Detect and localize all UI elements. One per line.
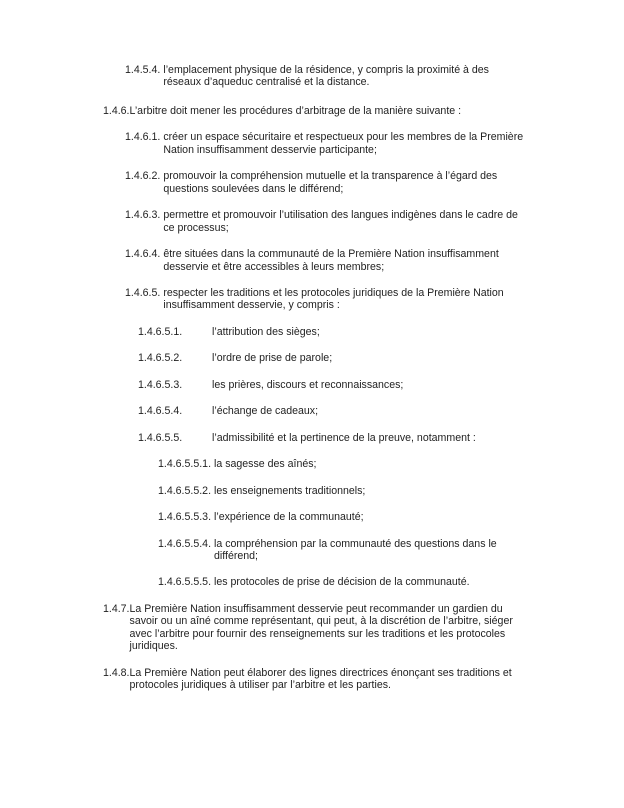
clause-text: les prières, discours et reconnaissances; xyxy=(212,378,404,391)
clause-number: 1.4.6.5.5.3. xyxy=(158,511,212,524)
clause-text: la sagesse des aînés; xyxy=(214,458,317,471)
clause-number: 1.4.6.5.5.4. xyxy=(158,537,212,550)
clause-number: 1.4.6.5.2. xyxy=(138,352,183,365)
clause-item xyxy=(158,576,514,588)
clause-number: 1.4.6.5.4. xyxy=(138,405,183,418)
clause-number: 1.4.6.1. xyxy=(125,131,161,144)
clause-item xyxy=(125,131,524,156)
clause-item xyxy=(125,64,524,89)
clause-text: La Première Nation insuffisamment desservie peut recommander un gardien du savoir ou un aîné comme représentant, qui peut, à la discrétion de l’arbitre, siéger avec l’arbitre pour fournir des renseignements sur les traditions et les protocoles juridiques. xyxy=(129,602,513,653)
clause-text: l’emplacement physique de la résidence, y compris la proximité à des réseaux d’aqueduc centralisé et la distance. xyxy=(163,64,489,89)
clause-item xyxy=(125,209,524,234)
clause-item xyxy=(103,667,524,692)
clause-item xyxy=(138,326,524,338)
clause-item xyxy=(158,458,514,470)
clause-text: l’admissibilité et la pertinence de la preuve, notamment : xyxy=(212,431,476,444)
clause-text: L’arbitre doit mener les procédures d’arbitrage de la manière suivante : xyxy=(129,104,462,117)
clause-number: 1.4.6.5.1. xyxy=(138,325,183,338)
clause-number: 1.4.6.5.5. xyxy=(138,431,183,444)
clause-item xyxy=(158,511,514,523)
clause-item xyxy=(103,105,524,117)
clause-text: créer un espace sécuritaire et respectueux pour les membres de la Première Nation insuffisamment desservie participante; xyxy=(163,131,524,156)
clause-item xyxy=(125,170,524,195)
clause-item xyxy=(158,538,514,563)
clause-text: l’ordre de prise de parole; xyxy=(212,352,333,365)
clause-text: l’expérience de la communauté; xyxy=(214,511,364,524)
clause-number: 1.4.5.4. xyxy=(125,64,161,76)
clause-text: promouvoir la compréhension mutuelle et la transparence à l’égard des questions soulevées dans le différend; xyxy=(163,170,498,195)
clause-text: respecter les traditions et les protocoles juridiques de la Première Nation insuffisamment desservie, y compris : xyxy=(163,286,504,312)
clause-text: l’échange de cadeaux; xyxy=(212,405,319,418)
clause-item xyxy=(138,405,524,417)
clause-number: 1.4.6.5. xyxy=(125,286,161,299)
clause-item xyxy=(125,287,524,312)
clause-number: 1.4.6.4. xyxy=(125,248,161,261)
clause-text: les enseignements traditionnels; xyxy=(214,484,366,497)
clause-item xyxy=(158,485,514,497)
clause-text: l’attribution des sièges; xyxy=(212,325,320,338)
clause-number: 1.4.6.5.3. xyxy=(138,378,183,391)
clause-item xyxy=(103,603,524,653)
clause-item xyxy=(138,379,524,391)
clause-number: 1.4.8. xyxy=(103,666,130,679)
clause-item xyxy=(125,248,524,273)
clause-number: 1.4.6.5.5.1. xyxy=(158,458,212,471)
clause-number: 1.4.6.3. xyxy=(125,209,161,222)
clause-text: La Première Nation peut élaborer des lignes directrices énonçant ses traditions et protocoles juridiques à utiliser par l’arbitre et les parties. xyxy=(129,666,512,692)
clause-number: 1.4.6.2. xyxy=(125,170,161,183)
clause-item xyxy=(138,432,524,444)
clause-text: les protocoles de prise de décision de la communauté. xyxy=(214,576,470,589)
clause-text: la compréhension par la communauté des questions dans le différend; xyxy=(214,537,497,562)
clause-item xyxy=(138,352,524,364)
clause-number: 1.4.6.5.5.5. xyxy=(158,576,212,589)
clause-text: permettre et promouvoir l’utilisation des langues indigènes dans le cadre de ce processus; xyxy=(163,209,518,234)
clause-number: 1.4.7. xyxy=(103,602,130,615)
clause-number: 1.4.6. xyxy=(103,104,130,117)
clause-text: être situées dans la communauté de la Première Nation insuffisamment desservie et être accessibles à leurs membres; xyxy=(163,248,499,273)
clause-number: 1.4.6.5.5.2. xyxy=(158,484,212,497)
